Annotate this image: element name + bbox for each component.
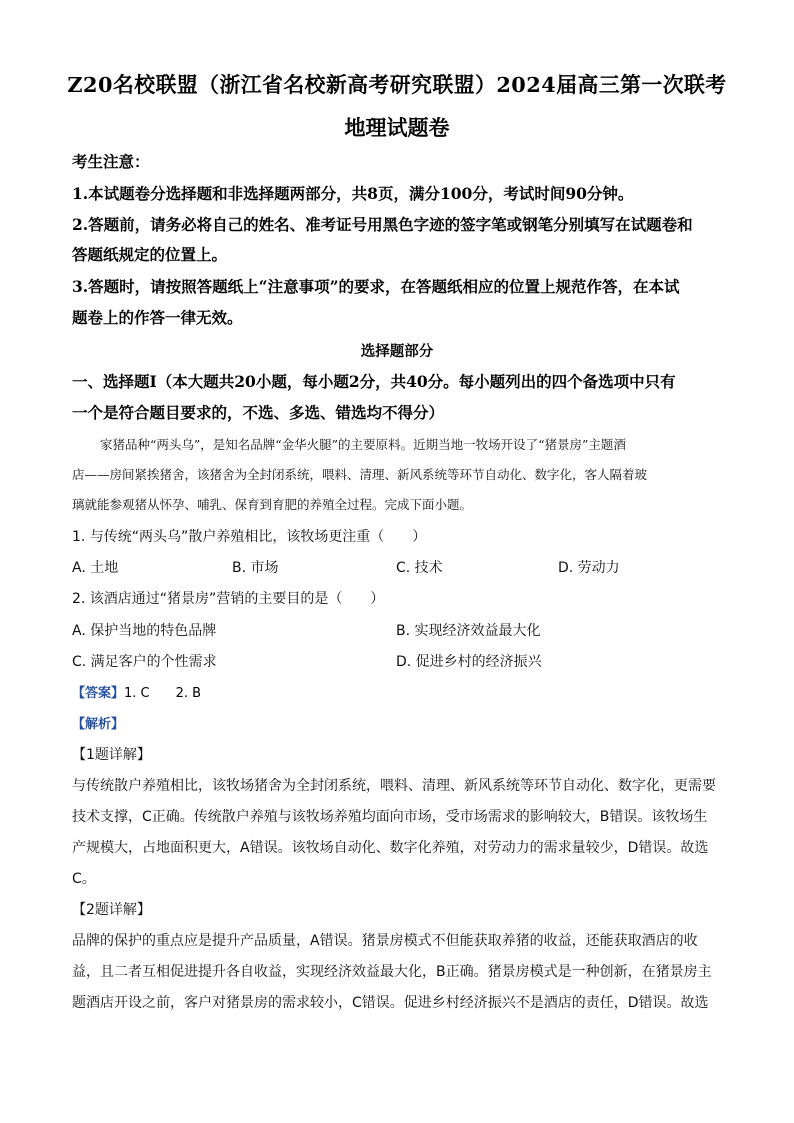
q1-detail-line-4: C。 — [72, 871, 96, 887]
q2-detail-line-3: 题酒店开设之前，客户对猪景房的需求较小，C错误。促进乡村经济振兴不是酒店的责任，D错误。故选 — [72, 995, 709, 1011]
passage-line-2: 店——房间紧挨猪舍，该猪舍为全封闭系统，喂料、清理、新风系统等环节自动化、数字化，客人隔着玻 — [72, 467, 648, 482]
question-2-option-d: D. 促进乡村的经济振兴 — [396, 654, 542, 670]
answer-value: 1. C 2. B — [124, 686, 202, 701]
notice-heading: 考生注意： — [72, 152, 150, 171]
q1-detail-line-3: 产规模大，占地面积更大，A错误。该牧场自动化、数字化养殖，对劳动力的需求量较少，D错误。故选 — [72, 840, 709, 856]
question-2-option-a: A. 保护当地的特色品牌 — [72, 623, 217, 639]
passage-line-1: 家猪品种“两头乌”，是知名品牌“金华火腿”的主要原料。近期当地一牧场开设了“猪景房”主题酒 — [100, 437, 626, 452]
answer-line — [72, 682, 201, 701]
notice-item-2-line-1: 2.答题前，请务必将自己的姓名、准考证号用黑色字迹的签字笔或钢笔分别填写在试题卷和 — [72, 215, 693, 234]
question-2-stem: 2. 该酒店通过“猪景房”营销的主要目的是（ ） — [72, 591, 385, 607]
notice-item-1: 1.本试题卷分选择题和非选择题两部分，共8页，满分100分，考试时间90分钟。 — [72, 184, 634, 203]
q2-detail-line-1: 品牌的保护的重点应是提升产品质量，A错误。猪景房模式不但能获取养猪的收益，还能获取酒店的收 — [72, 933, 698, 949]
question-1-option-d: D. 劳动力 — [558, 560, 620, 576]
q1-detail-tag: 【1题详解】 — [72, 747, 151, 763]
section-title: 选择题部分 — [360, 343, 434, 360]
part1-heading-line-2: 一个是符合题目要求的，不选、多选、错选均不得分） — [72, 403, 445, 422]
q2-detail-line-2: 益，且二者互相促进提升各自收益，实现经济效益最大化，B正确。猪景房模式是一种创新，在猪景房主 — [72, 964, 712, 980]
question-1-option-a: A. 土地 — [72, 560, 119, 576]
question-1-stem: 1. 与传统“两头乌”散户养殖相比，该牧场更注重（ ） — [72, 529, 427, 545]
part1-heading-line-1: 一、选择题Ⅰ（本大题共20小题，每小题2分，共40分。每小题列出的四个备选项中只有 — [72, 372, 676, 391]
notice-item-3-line-2: 题卷上的作答一律无效。 — [72, 308, 243, 327]
q1-detail-line-1: 与传统散户养殖相比，该牧场猪舍为全封闭系统，喂料、清理、新风系统等环节自动化、数字化，更需要 — [72, 778, 716, 794]
question-2-option-b: B. 实现经济效益最大化 — [396, 623, 541, 639]
exam-title: Z20名校联盟（浙江省名校新高考研究联盟）2024届高三第一次联考 — [67, 72, 727, 97]
question-2-option-c: C. 满足客户的个性需求 — [72, 654, 217, 670]
subject-title: 地理试题卷 — [344, 115, 450, 140]
q2-detail-tag: 【2题详解】 — [72, 902, 151, 918]
q1-detail-line-2: 技术支撑，C正确。传统散户养殖与该牧场养殖均面向市场，受市场需求的影响较大，B错误。该牧场生 — [72, 809, 708, 825]
notice-item-2-line-2: 答题纸规定的位置上。 — [72, 245, 228, 264]
question-1-option-b: B. 市场 — [232, 560, 279, 576]
answer-tag: 【答案】 — [72, 686, 125, 701]
analysis-tag: 【解析】 — [72, 717, 125, 732]
question-1-option-c: C. 技术 — [396, 560, 443, 576]
passage-line-3: 璃就能参观猪从怀孕、哺乳、保育到育肥的养殖全过程。完成下面小题。 — [72, 497, 473, 512]
notice-item-3-line-1: 3.答题时，请按照答题纸上“注意事项”的要求，在答题纸相应的位置上规范作答，在本试 — [72, 277, 680, 296]
